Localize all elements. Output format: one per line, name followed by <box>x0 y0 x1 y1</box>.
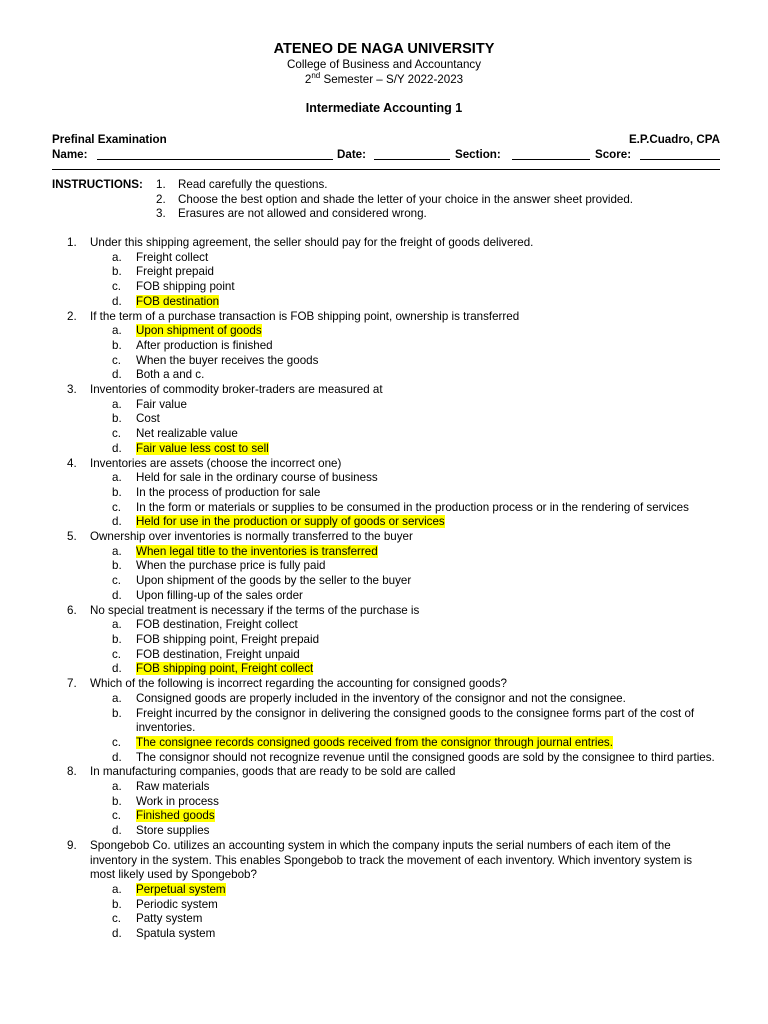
option-text: Held for sale in the ordinary course of business <box>136 471 378 485</box>
option-letter: a. <box>112 691 122 705</box>
option-letter: d. <box>112 927 122 941</box>
highlighted-answer: Upon shipment of goods <box>136 324 262 338</box>
option-letter: c. <box>112 809 122 823</box>
option-text: Freight prepaid <box>136 265 214 279</box>
option-letter: a. <box>112 780 122 794</box>
option-letter: a. <box>112 397 122 411</box>
question-item <box>52 530 720 604</box>
option-letter: b. <box>112 559 122 573</box>
question-stem <box>52 765 720 780</box>
answer-option <box>52 559 720 574</box>
semester-number: 2 <box>304 72 312 86</box>
option-letter: a. <box>112 250 122 264</box>
answer-option <box>52 692 720 707</box>
highlighted-answer: When legal title to the inventories is transferred <box>136 544 378 558</box>
option-list <box>52 398 720 457</box>
semester-rest: Semester – S/Y 2022-2023 <box>320 72 464 86</box>
option-letter: c. <box>112 647 122 661</box>
instruction-item <box>156 178 633 193</box>
option-text: Work in process <box>136 794 219 808</box>
option-letter: b. <box>112 632 122 646</box>
answer-option <box>52 780 720 795</box>
question-item <box>52 457 720 531</box>
question-number: 3. <box>67 383 77 397</box>
answer-option <box>52 265 720 280</box>
option-letter: b. <box>112 485 122 499</box>
question-number: 8. <box>67 765 77 779</box>
option-text: Upon filling-up of the sales order <box>136 588 303 602</box>
answer-option <box>52 883 720 898</box>
instruction-item <box>156 193 633 208</box>
answer-option <box>52 795 720 810</box>
option-letter: d. <box>112 515 122 529</box>
option-letter: c. <box>112 500 122 514</box>
option-list <box>52 324 720 383</box>
option-text: In the form or materials or supplies to be consumed in the production process or in the rendering of services <box>136 500 689 514</box>
answer-option <box>52 339 720 354</box>
answer-option <box>52 515 720 530</box>
option-letter: c. <box>112 735 122 749</box>
option-text: FOB destination, Freight unpaid <box>136 647 300 661</box>
question-stem <box>52 604 720 619</box>
instructions-list <box>156 178 633 222</box>
question-stem <box>52 457 720 472</box>
question-text: No special treatment is necessary if the terms of the purchase is <box>90 603 420 617</box>
answer-option <box>52 501 720 516</box>
option-text: Cost <box>136 412 160 426</box>
answer-option <box>52 751 720 766</box>
option-text: Patty system <box>136 912 203 926</box>
semester-suffix: nd <box>311 70 321 80</box>
option-text: Spatula system <box>136 927 216 941</box>
question-stem <box>52 530 720 545</box>
question-number: 9. <box>67 838 77 852</box>
option-letter: c. <box>112 574 122 588</box>
option-text: Fair value <box>136 397 187 411</box>
answer-option <box>52 662 720 677</box>
option-text: Store supplies <box>136 824 210 838</box>
option-text: Raw materials <box>136 780 210 794</box>
option-letter: a. <box>112 882 122 896</box>
option-text: FOB shipping point, Freight prepaid <box>136 632 320 646</box>
option-list <box>52 692 720 766</box>
option-text: Freight collect <box>136 250 209 264</box>
answer-option <box>52 427 720 442</box>
answer-option <box>52 618 720 633</box>
exam-meta <box>52 133 720 162</box>
option-list <box>52 618 720 677</box>
answer-option <box>52 368 720 383</box>
date-label: Date: <box>337 147 366 161</box>
question-text: Spongebob Co. utilizes an accounting system in which the company inputs the serial numbers of each item of the inventory in the system. This enables Spongebob to track the movement of each inventory. Which inventory system is most likely used by Spongebob? <box>90 838 693 882</box>
highlighted-answer: Perpetual system <box>136 882 226 896</box>
answer-option <box>52 280 720 295</box>
question-item <box>52 604 720 678</box>
option-list <box>52 883 720 942</box>
question-item <box>52 839 720 942</box>
question-number: 1. <box>67 236 77 249</box>
highlighted-answer: FOB shipping point, Freight collect <box>136 662 314 676</box>
option-letter: d. <box>112 294 122 308</box>
option-letter: b. <box>112 897 122 911</box>
option-letter: d. <box>112 824 122 838</box>
question-stem <box>52 310 720 325</box>
option-text: FOB shipping point <box>136 280 235 294</box>
option-letter: a. <box>112 324 122 338</box>
answer-option <box>52 251 720 266</box>
option-letter: b. <box>112 412 122 426</box>
header-divider <box>52 169 720 170</box>
answer-option <box>52 398 720 413</box>
option-text: FOB destination, Freight collect <box>136 618 298 632</box>
highlighted-answer: Finished goods <box>136 809 215 823</box>
option-text: Freight incurred by the consignor in delivering the consigned goods to the consignee forms part of the cost of inventories. <box>136 706 695 735</box>
question-stem <box>52 677 720 692</box>
answer-option <box>52 824 720 839</box>
answer-option <box>52 912 720 927</box>
highlighted-answer: The consignee records consigned goods received from the consignor through journal entries. <box>136 735 613 749</box>
question-text: If the term of a purchase transaction is FOB shipping point, ownership is transferred <box>90 309 520 323</box>
question-text: In manufacturing companies, goods that are ready to be sold are called <box>90 765 456 779</box>
highlighted-answer: Held for use in the production or supply of goods or services <box>136 515 445 529</box>
name-label: Name: <box>52 147 88 161</box>
answer-option <box>52 574 720 589</box>
option-list <box>52 780 720 839</box>
question-text: Inventories of commodity broker-traders are measured at <box>90 383 383 397</box>
instructions-label: INSTRUCTIONS: <box>52 178 143 191</box>
answer-option <box>52 589 720 604</box>
option-letter: c. <box>112 280 122 294</box>
option-text: In the process of production for sale <box>136 485 321 499</box>
document-header <box>0 40 768 116</box>
option-text: Both a and c. <box>136 368 205 382</box>
university-name: ATENEO DE NAGA UNIVERSITY <box>273 41 495 57</box>
date-field[interactable] <box>374 148 450 160</box>
option-letter: d. <box>112 441 122 455</box>
instruction-item <box>156 207 633 222</box>
highlighted-answer: Fair value less cost to sell <box>136 441 269 455</box>
answer-option <box>52 471 720 486</box>
question-item <box>52 383 720 457</box>
question-text: Ownership over inventories is normally transferred to the buyer <box>90 530 413 544</box>
name-field[interactable] <box>97 148 333 160</box>
question-number: 2. <box>67 309 77 323</box>
score-field[interactable] <box>640 148 720 160</box>
college-name: College of Business and Accountancy <box>287 58 481 71</box>
answer-option <box>52 736 720 751</box>
score-label: Score: <box>595 147 632 161</box>
option-letter: b. <box>112 706 122 720</box>
option-letter: a. <box>112 471 122 485</box>
instruction-number: 1. <box>156 178 166 191</box>
instruction-number: 2. <box>156 192 166 206</box>
answer-option <box>52 486 720 501</box>
exam-title: Prefinal Examination <box>52 133 167 146</box>
option-letter: d. <box>112 750 122 764</box>
answer-option <box>52 633 720 648</box>
question-item <box>52 765 720 839</box>
option-list <box>52 251 720 310</box>
answer-option <box>52 295 720 310</box>
question-stem <box>52 236 720 251</box>
question-number: 5. <box>67 530 77 544</box>
option-text: Consigned goods are properly included in the inventory of the consignor and not the consignee. <box>136 691 626 705</box>
highlighted-answer: FOB destination <box>136 294 220 308</box>
answer-option <box>52 898 720 913</box>
answer-option <box>52 927 720 942</box>
question-list <box>52 236 720 942</box>
option-letter: d. <box>112 588 122 602</box>
option-text: The consignor should not recognize revenue until the consigned goods are sold by the consignee to third parties. <box>136 750 715 764</box>
instruction-text: Choose the best option and shade the letter of your choice in the answer sheet provided. <box>178 192 634 206</box>
question-number: 4. <box>67 456 77 470</box>
option-text: Net realizable value <box>136 427 238 441</box>
section-label: Section: <box>455 147 501 161</box>
option-letter: d. <box>112 662 122 676</box>
semester-line <box>0 70 768 88</box>
question-text: Inventories are assets (choose the incorrect one) <box>90 456 342 470</box>
question-text: Which of the following is incorrect regarding the accounting for consigned goods? <box>90 677 507 691</box>
instruction-text: Read carefully the questions. <box>178 178 328 191</box>
answer-option <box>52 324 720 339</box>
option-list <box>52 545 720 604</box>
question-item <box>52 236 720 310</box>
answer-option <box>52 707 720 736</box>
option-text: After production is finished <box>136 338 273 352</box>
option-text: When the purchase price is fully paid <box>136 559 326 573</box>
answer-option <box>52 809 720 824</box>
option-letter: c. <box>112 353 122 367</box>
instruction-number: 3. <box>156 207 166 221</box>
option-letter: c. <box>112 912 122 926</box>
question-stem <box>52 839 720 883</box>
option-letter: b. <box>112 794 122 808</box>
answer-option <box>52 648 720 663</box>
option-text: Upon shipment of the goods by the seller to the buyer <box>136 574 412 588</box>
option-letter: a. <box>112 544 122 558</box>
question-number: 6. <box>67 603 77 617</box>
section-field[interactable] <box>512 148 590 160</box>
option-list <box>52 471 720 530</box>
answer-option <box>52 354 720 369</box>
question-number: 7. <box>67 677 77 691</box>
question-item <box>52 677 720 765</box>
option-letter: b. <box>112 338 122 352</box>
instruction-text: Erasures are not allowed and considered wrong. <box>178 207 427 221</box>
answer-option <box>52 412 720 427</box>
option-text: When the buyer receives the goods <box>136 353 319 367</box>
course-title: Intermediate Accounting 1 <box>305 101 463 115</box>
option-text: Periodic system <box>136 897 218 911</box>
question-text: Under this shipping agreement, the seller should pay for the freight of goods delivered. <box>90 236 534 249</box>
option-letter: a. <box>112 618 122 632</box>
option-letter: c. <box>112 427 122 441</box>
question-stem <box>52 383 720 398</box>
answer-option <box>52 545 720 560</box>
answer-option <box>52 442 720 457</box>
question-item <box>52 310 720 384</box>
option-letter: d. <box>112 368 122 382</box>
instructor-name: E.P.Cuadro, CPA <box>628 133 720 146</box>
option-letter: b. <box>112 265 122 279</box>
